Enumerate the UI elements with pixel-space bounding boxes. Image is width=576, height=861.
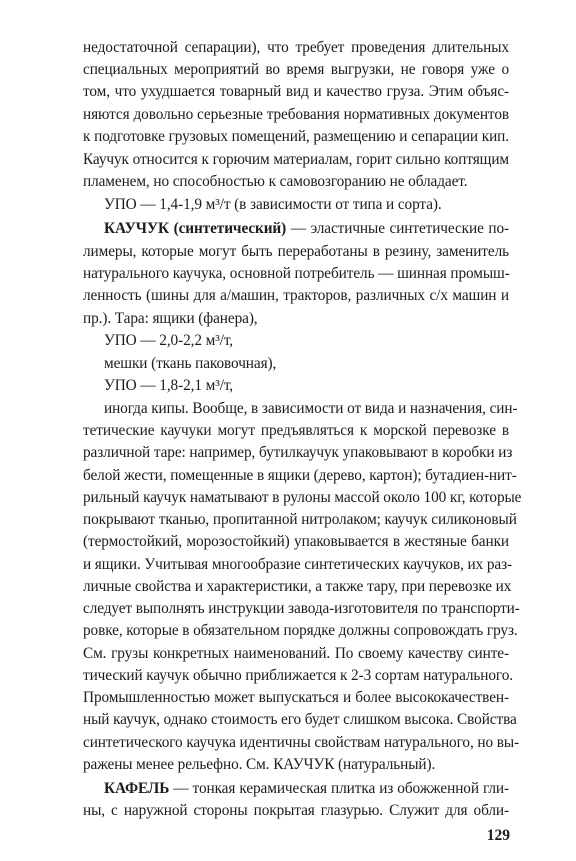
text-line: натурального каучука, основной потребитель — шинная промыш- xyxy=(83,265,510,282)
text-line: личные свойства и характеристики, а также тару, при перевозке их xyxy=(83,578,512,595)
text-line: (термостойкий, морозостойкий) упаковывается в жестяные банки xyxy=(83,533,509,550)
text-line: тический каучук обычно приближается к 2-3 сортам натурального. xyxy=(83,667,514,684)
text-line: различной таре: например, бутилкаучук упаковывают в коробки из xyxy=(83,444,513,461)
text-line: пр.). Тара: ящики (фанера), xyxy=(83,310,258,327)
text-line: ны, с наружной стороны покрытая глазурью. Служит для обли- xyxy=(83,802,509,819)
entry-definition: — эластичные синтетические по- xyxy=(286,220,510,237)
text-line: специальных мероприятий во время выгрузки, не говоря уже о xyxy=(83,61,509,78)
text-line: белой жести, помещенные в ящики (дерево, картон); бутадиен-нит- xyxy=(83,467,517,484)
entry-term: КАУЧУК (синтетический) xyxy=(104,220,287,237)
text-line: мешки (ткань паковочная), xyxy=(104,355,277,372)
text-line: ленность (шины для а/машин, тракторов, различных с/х машин и xyxy=(83,287,509,304)
text-line: иногда кипы. Вообще, в зависимости от вида и назначения, син- xyxy=(104,400,518,417)
text-line: Промышленностью может выпускаться и более высококачествен- xyxy=(83,689,509,706)
text-line xyxy=(104,219,509,239)
text-line xyxy=(104,779,509,799)
text-line: пламенем, но способностью к самовозгоранию не обладает. xyxy=(83,173,468,190)
text-line: См. грузы конкретных наименований. По своему качеству синте- xyxy=(83,645,509,662)
text-line: тетические каучуки могут предъявляться к морской перевозке в xyxy=(83,422,509,439)
text-line: ный каучук, однако стоимость его будет слишком высока. Свойства xyxy=(83,711,517,728)
text-line: ровке, которые в обязательном порядке должны сопровождать груз. xyxy=(83,622,518,639)
text-line: к подготовке грузовых помещений, размещению и сепарации кип. xyxy=(83,128,509,145)
entry-term: КАФЕЛЬ xyxy=(104,780,170,797)
text-line: покрывают тканью, пропитанной нитролаком; каучук силиконовый xyxy=(83,511,517,528)
text-line: и ящики. Учитывая многообразие синтетических каучуков, их раз- xyxy=(83,556,513,573)
text-line: Каучук относится к горючим материалам, горит сильно коптящим xyxy=(83,151,509,168)
text-line: лимеры, которые могут быть переработаны в резину, заменитель xyxy=(83,243,509,260)
text-line: ражены менее рельефно. См. КАУЧУК (натуральный). xyxy=(83,756,436,773)
text-line: рильный каучук наматывают в рулоны массой около 100 кг, которые xyxy=(83,489,522,506)
text-line: УПО — 2,0-2,2 м³/т, xyxy=(104,332,234,349)
text-line: УПО — 1,4-1,9 м³/т (в зависимости от типа и сорта). xyxy=(104,196,442,213)
text-line: няются довольно серьезные требования нормативных документов xyxy=(83,106,509,123)
text-line: следует выполнять инструкции завода-изготовителя по транспорти- xyxy=(83,600,520,617)
text-line: том, что ухудшается товарный вид и качество груза. Этим объяс- xyxy=(83,83,509,100)
page-number: 129 xyxy=(486,827,510,844)
text-line: УПО — 1,8-2,1 м³/т, xyxy=(104,377,234,394)
text-line: недостаточной сепарации), что требует проведения длительных xyxy=(83,39,509,56)
text-line: синтетического каучука идентичны свойствам натурального, но вы- xyxy=(83,734,520,751)
entry-definition: — тонкая керамическая плитка из обожженной гли- xyxy=(169,780,509,797)
